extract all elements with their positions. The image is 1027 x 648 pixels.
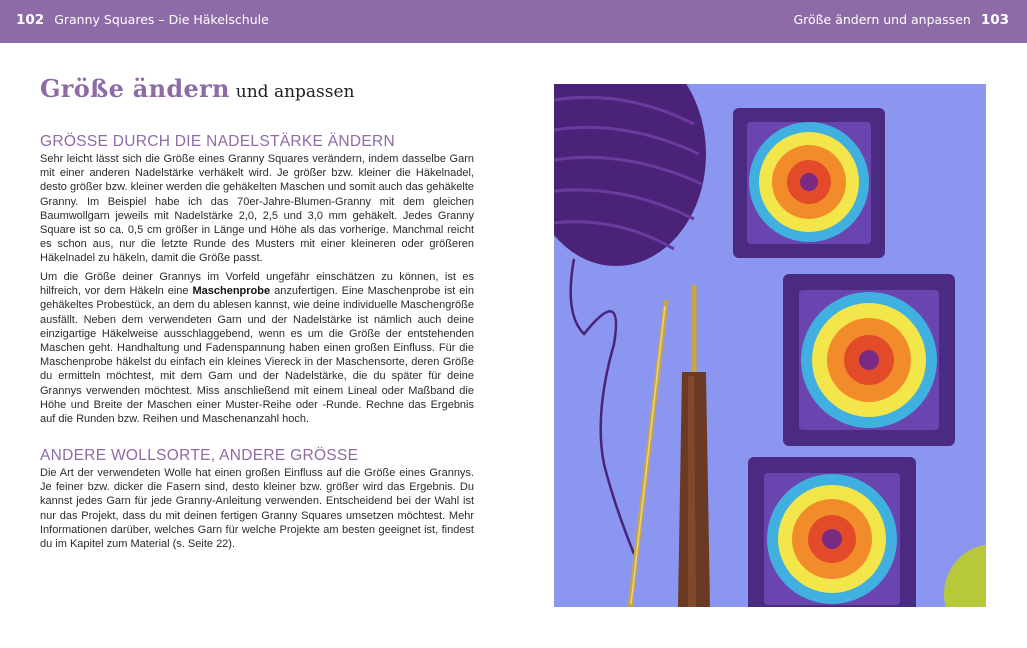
left-running-title: Granny Squares – Die Häkelschule <box>54 12 269 27</box>
page-title <box>40 74 355 103</box>
title-sub: und anpassen <box>235 82 355 102</box>
title-main: Größe ändern <box>40 74 230 103</box>
granny-squares-photo <box>554 84 986 607</box>
paragraph-yarn-type: Die Art der verwendeten Wolle hat einen großen Einfluss auf die Größe eines Grannys. Je feiner bzw. dicker die Fasern sind, desto kleiner bzw. größer wird das Ergebnis. Du kannst jedes Garn für jede Granny-Anleitung verwenden. Entscheidend bei der Wahl ist nur das Projekt, dass du mit deinen fertigen Granny Squares umsetzen möchtest. Mehr Informationen darüber, welches Garn für welche Projekte am besten geeignet ist, findest du im Kapitel zum Material (s. Seite 22). <box>40 467 474 551</box>
page-header <box>0 0 1027 43</box>
granny-square-large <box>748 457 916 607</box>
granny-square-small <box>733 108 885 258</box>
paragraph-gauge-swatch <box>40 270 474 426</box>
granny-square-medium <box>783 274 955 446</box>
right-running-title: Größe ändern und anpassen <box>793 12 971 27</box>
gauge-text-start: Um die Größe deiner Grannys im Vorfeld ungefähr einschätzen zu können, ist es hilfreich, vor dem Häkeln eine <box>40 271 474 298</box>
gauge-keyword: Maschenprobe <box>192 285 271 298</box>
right-running-head <box>793 12 1009 28</box>
photo-illustration <box>554 84 986 607</box>
section-heading-yarn-type: ANDERE WOLLSORTE, ANDERE GRÖSSE <box>40 447 359 464</box>
left-page-number: 102 <box>16 12 45 28</box>
left-running-head <box>16 12 269 28</box>
gauge-text-end: anzufertigen. Eine Maschenprobe ist ein gehäkeltes Probestück, an dem du ablesen kannst, wie deine individuelle Maschengröße ausfällt. Neben dem verwendeten Garn und der Nadelstärke ist nämlich auch deine einzigartige Häkelweise ausschlaggebend, wenn es um die Größe der entstehenden Maschen geht. Handhaltung und Fadenspannung haben einen großen Einfluss. Für die Maschenprobe häkelst du einfach ein kleines Viereck in der Maschensorte, deren Größe du ermitteln möchtest, mit dem Garn und der Nadelstärke, die du später für deine Grannys verwenden möchtest. Miss anschließend mit einem Lineal oder Maßband die Höhe und Breite der Maschen einer Muster-Reihe oder -Runde. Rechne das Ergebnis auf die Runden bzw. Reihen und Maschenanzahl hoch. <box>40 285 474 426</box>
right-page-number: 103 <box>980 12 1009 28</box>
paragraph-needle-size: Sehr leicht lässt sich die Größe eines Granny Squares verändern, indem dasselbe Garn mit einer anderen Nadelstärke verhäkelt wird. Je größer bzw. kleiner die Häkelnadel, desto größer bzw. kleiner werden die gehäkelten Maschen und somit auch das gehäkelte Granny. Im Beispiel habe ich das 70er-Jahre-Blumen-Granny mit dem gleichen Baumwollgarn jeweils mit Nadelstärke 2,0, 2,5 und 3,0 mm gehäkelt. Jedes Granny Square ist so ca. 0,5 cm größer in Länge und Höhe als das vorherige. Manchmal reicht es schon aus, nur die letzte Runde des Musters mit einer kleineren oder größeren Häkelnadel zu häkeln, damit die Größe passt. <box>40 153 474 265</box>
section-heading-needle-size: GRÖSSE DURCH DIE NADELSTÄRKE ÄNDERN <box>40 133 396 150</box>
